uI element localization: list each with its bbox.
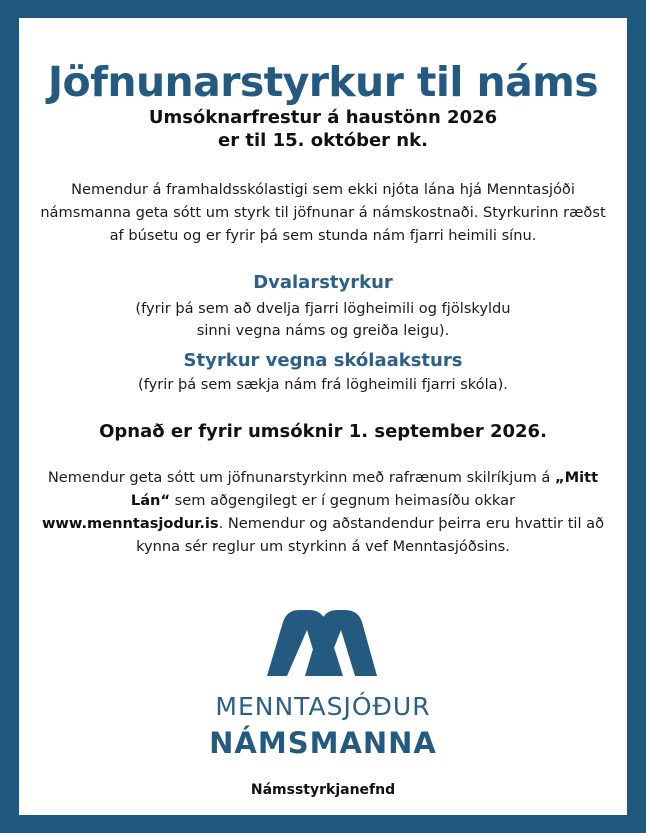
intro-paragraph: Nemendur á framhaldsskólastigi sem ekki njóta lána hjá Menntasjóði námsmanna geta sótt um styrk til jöfnunar á námskostnaði. Styrkurinn ræðst af búsetu og er fyrir þá sem stunda nám fjarri heimili sínu. bbox=[40, 181, 606, 244]
apply-paragraph bbox=[39, 466, 607, 558]
website-link[interactable]: www.menntasjodur.is bbox=[41, 515, 219, 532]
notice-card bbox=[19, 18, 627, 815]
deadline-block bbox=[19, 106, 627, 152]
mitt-lan-label: „Mitt Lán“ bbox=[130, 469, 599, 509]
grant-transport-desc: (fyrir þá sem sækja nám frá lögheimili fjarri skóla). bbox=[138, 376, 508, 393]
open-notice: Opnað er fyrir umsóknir 1. september 2026. bbox=[99, 421, 547, 442]
apply-text-1: Nemendur geta sótt um jöfnunarstyrkinn með rafrænum skilríkjum á bbox=[47, 469, 556, 486]
grant-residence bbox=[19, 268, 627, 342]
grant-residence-desc-2: sinni vegna náms og greiða leigu). bbox=[196, 322, 450, 339]
deadline-line-1: Umsóknarfrestur á haustönn 2026 bbox=[148, 107, 498, 128]
grant-transport bbox=[19, 348, 627, 396]
signature: Námsstyrkjanefnd bbox=[250, 782, 396, 798]
menntasjodur-logo-icon bbox=[267, 610, 377, 676]
page-title: Jöfnunarstyrkur til náms bbox=[47, 58, 599, 106]
grant-transport-title: Styrkur vegna skólaaksturs bbox=[183, 350, 463, 371]
apply-text-3: . Nemendur og aðstandendur þeirra eru hvattir til að kynna sér reglur um styrkinn á vef Menntasjóðsins. bbox=[136, 515, 605, 555]
grant-residence-desc-1: (fyrir þá sem að dvelja fjarri lögheimili og fjölskyldu bbox=[135, 300, 511, 317]
apply-text-2: sem aðgengilegt er í gegnum heimasíðu okkar bbox=[170, 492, 516, 509]
deadline-line-2: er til 15. október nk. bbox=[218, 130, 428, 151]
logo-text-line-2: NÁMSMANNA bbox=[209, 726, 437, 760]
grant-residence-title: Dvalarstyrkur bbox=[253, 272, 393, 293]
logo-text-line-1: MENNTASJÓÐUR bbox=[215, 692, 431, 721]
